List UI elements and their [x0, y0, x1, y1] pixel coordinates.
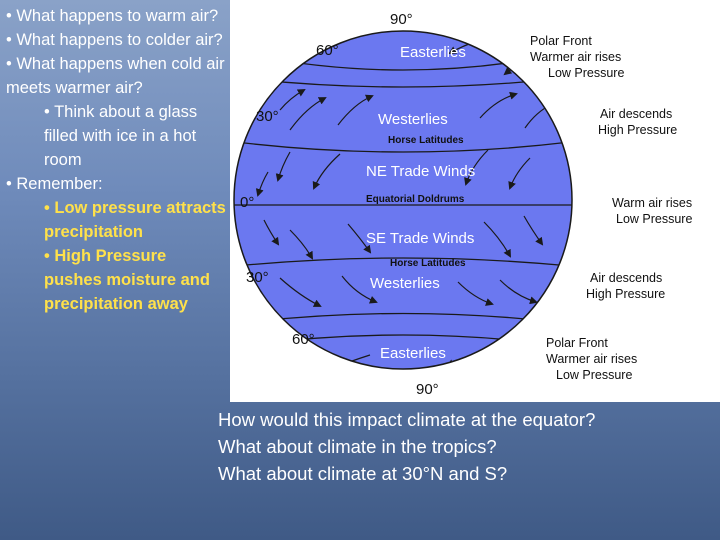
globe-diagram-svg	[230, 0, 720, 402]
lat-60-north: 60°	[316, 42, 339, 59]
question-cold-air: • What happens to colder air?	[6, 31, 223, 49]
left-text-block	[6, 4, 228, 316]
descends-south-line1: Air descends	[590, 271, 663, 285]
discussion-questions	[218, 406, 718, 487]
descends-north-line1: Air descends	[600, 107, 673, 121]
polar-front-north-line3: Low Pressure	[548, 66, 625, 80]
lat-30-north: 30°	[256, 108, 279, 125]
glass-hint: • Think about a glass filled with ice in a hot room	[44, 103, 198, 169]
label-westerlies-south: Westerlies	[370, 275, 440, 292]
label-equatorial-doldrums: Equatorial Doldrums	[366, 194, 465, 205]
descends-north-line2: High Pressure	[598, 123, 678, 137]
polar-front-south-line1: Polar Front	[546, 336, 608, 350]
label-horse-latitudes-north: Horse Latitudes	[388, 135, 464, 146]
label-se-trade-winds: SE Trade Winds	[366, 230, 475, 247]
label-ne-trade-winds: NE Trade Winds	[366, 163, 476, 180]
label-easterlies-north: Easterlies	[400, 44, 466, 61]
label-westerlies-north: Westerlies	[378, 111, 448, 128]
warm-air-line1: Warm air rises	[612, 196, 693, 210]
polar-front-north-line2: Warmer air rises	[530, 50, 622, 64]
polar-front-south-line3: Low Pressure	[556, 368, 633, 382]
warm-air-line2: Low Pressure	[616, 212, 693, 226]
descends-south-line2: High Pressure	[586, 287, 666, 301]
lat-30-south: 30°	[246, 269, 269, 286]
question-cold-meets-warm: • What happens when cold air meets warmer air?	[6, 55, 225, 97]
wind-belts-diagram	[230, 0, 720, 402]
low-pressure-note: • Low pressure attracts precipitation	[44, 199, 226, 241]
remember-heading: • Remember:	[6, 175, 103, 193]
label-horse-latitudes-south: Horse Latitudes	[390, 258, 466, 269]
lat-60-south: 60°	[292, 331, 315, 348]
lat-90-top: 90°	[390, 11, 413, 28]
label-easterlies-south: Easterlies	[380, 345, 446, 362]
high-pressure-note: • High Pressure pushes moisture and precipitation away	[44, 247, 210, 313]
lat-90-bottom: 90°	[416, 381, 439, 398]
question-30-degrees: What about climate at 30°N and S?	[218, 463, 508, 484]
question-warm-air: • What happens to warm air?	[6, 7, 219, 25]
lat-0-equator: 0°	[240, 194, 255, 211]
question-tropics: What about climate in the tropics?	[218, 436, 497, 457]
polar-front-north-line1: Polar Front	[530, 34, 592, 48]
question-equator: How would this impact climate at the equator?	[218, 409, 596, 430]
polar-front-south-line2: Warmer air rises	[546, 352, 638, 366]
